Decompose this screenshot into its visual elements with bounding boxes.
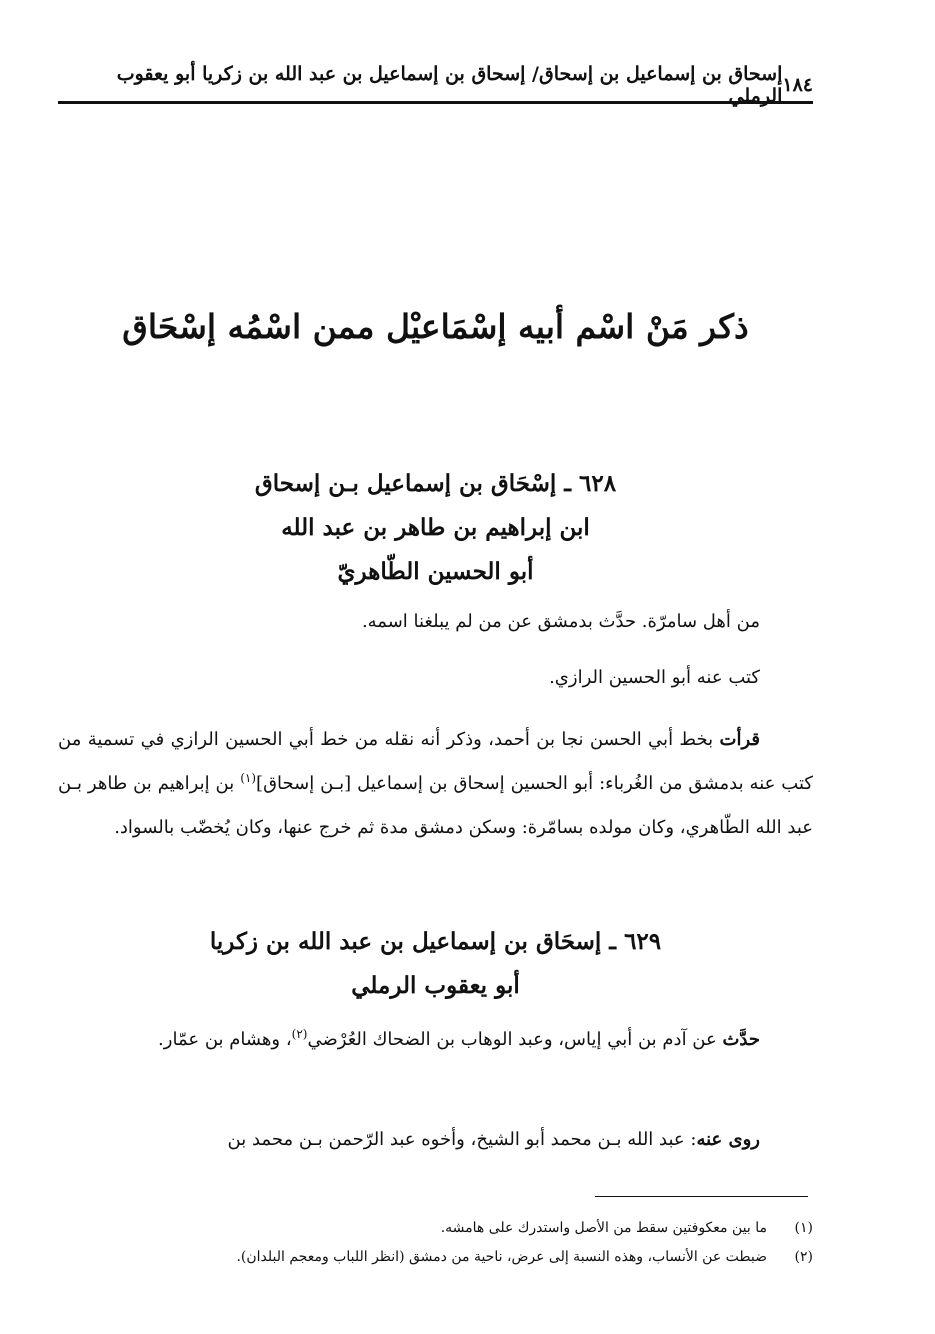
lead-word: حدَّث [722, 1029, 760, 1050]
running-head [58, 63, 813, 107]
lead-word: قرأت [719, 729, 760, 750]
entry-heading-line: أبو يعقوب الرملي [351, 972, 520, 999]
paragraph-text: بخط أبي الحسن نجا بن أحمد، وذكر أنه نقله من خط أبي الحسين الرازي في تسمية من كتب عنه بدمشق من الغُرباء: أبو الحسين إسحاق بن إسماعيل [بـن إسحاق] [58, 729, 813, 794]
entry-heading-line: أبو الحسين الطّاهريّ [337, 558, 534, 585]
paragraph-text-continued: بن إبراهيم بن طاهر بـن عبد الله الطّاهري، وكان مولده بسامّرة: وسكن دمشق مدة ثم خرج عنها، وكان يُخضّب بالسواد. [58, 773, 813, 838]
footnote-number: (١) [794, 1220, 813, 1236]
paragraph-text: : عبد الله بـن محمد أبو الشيخ، وأخوه عبد الرّحمن بـن محمد بن [227, 1129, 697, 1150]
entry-heading-line: ٦٢٩ ـ إسحَاق بن إسماعيل بن عبد الله بن زكريا [209, 928, 662, 955]
footnotes [120, 1214, 813, 1272]
paragraph-text: عن آدم بن أبي إياس، وعبد الوهاب بن الضحاك العُرْضي [307, 1029, 723, 1050]
entry-heading [58, 462, 813, 594]
footnote-rule [595, 1196, 808, 1197]
entry-heading [58, 920, 813, 1008]
paragraph [58, 656, 760, 700]
entry-heading-line: ابن إبراهيم بن طاهر بن عبد الله [281, 514, 590, 541]
lead-word: روى عنه [696, 1129, 760, 1150]
entry-heading-line: ٦٢٨ ـ إسْحَاق بن إسماعيل بـن إسحاق [254, 470, 617, 497]
paragraph [58, 718, 813, 850]
page-number: ١٨٤ [782, 74, 813, 96]
footnote-text: ضبطت عن الأنساب، وهذه النسبة إلى عرض، ناحية من دمشق (انظر اللباب ومعجم البلدان). [236, 1249, 767, 1265]
paragraph-text-continued: ، وهشام بن عمّار. [158, 1029, 292, 1050]
paragraph [58, 600, 760, 644]
header-rule [58, 101, 813, 104]
footnote-ref: (٢) [291, 1027, 308, 1041]
paragraph-text: كتب عنه أبو الحسين الرازي. [549, 667, 760, 688]
paragraph-text: من أهل سامرّة. حدَّث بدمشق عن من لم يبلغنا اسمه. [361, 611, 760, 632]
chapter-title: ذكر مَنْ اسْم أبيه إسْمَاعيْل ممن اسْمُه إسْحَاق [122, 307, 749, 346]
footnote [120, 1243, 813, 1272]
paragraph [58, 1018, 813, 1062]
paragraph [58, 1118, 813, 1162]
footnote-number: (٢) [794, 1249, 813, 1265]
running-title: إسحاق بن إسماعيل بن إسحاق/ إسحاق بن إسماعيل بن عبد الله بن زكريا أبو يعقوب الرملي [116, 63, 783, 107]
footnote-ref: (١) [240, 771, 257, 785]
footnote [120, 1214, 813, 1243]
footnote-text: ما بين معكوفتين سقط من الأصل واستدرك على هامشه. [440, 1220, 767, 1236]
